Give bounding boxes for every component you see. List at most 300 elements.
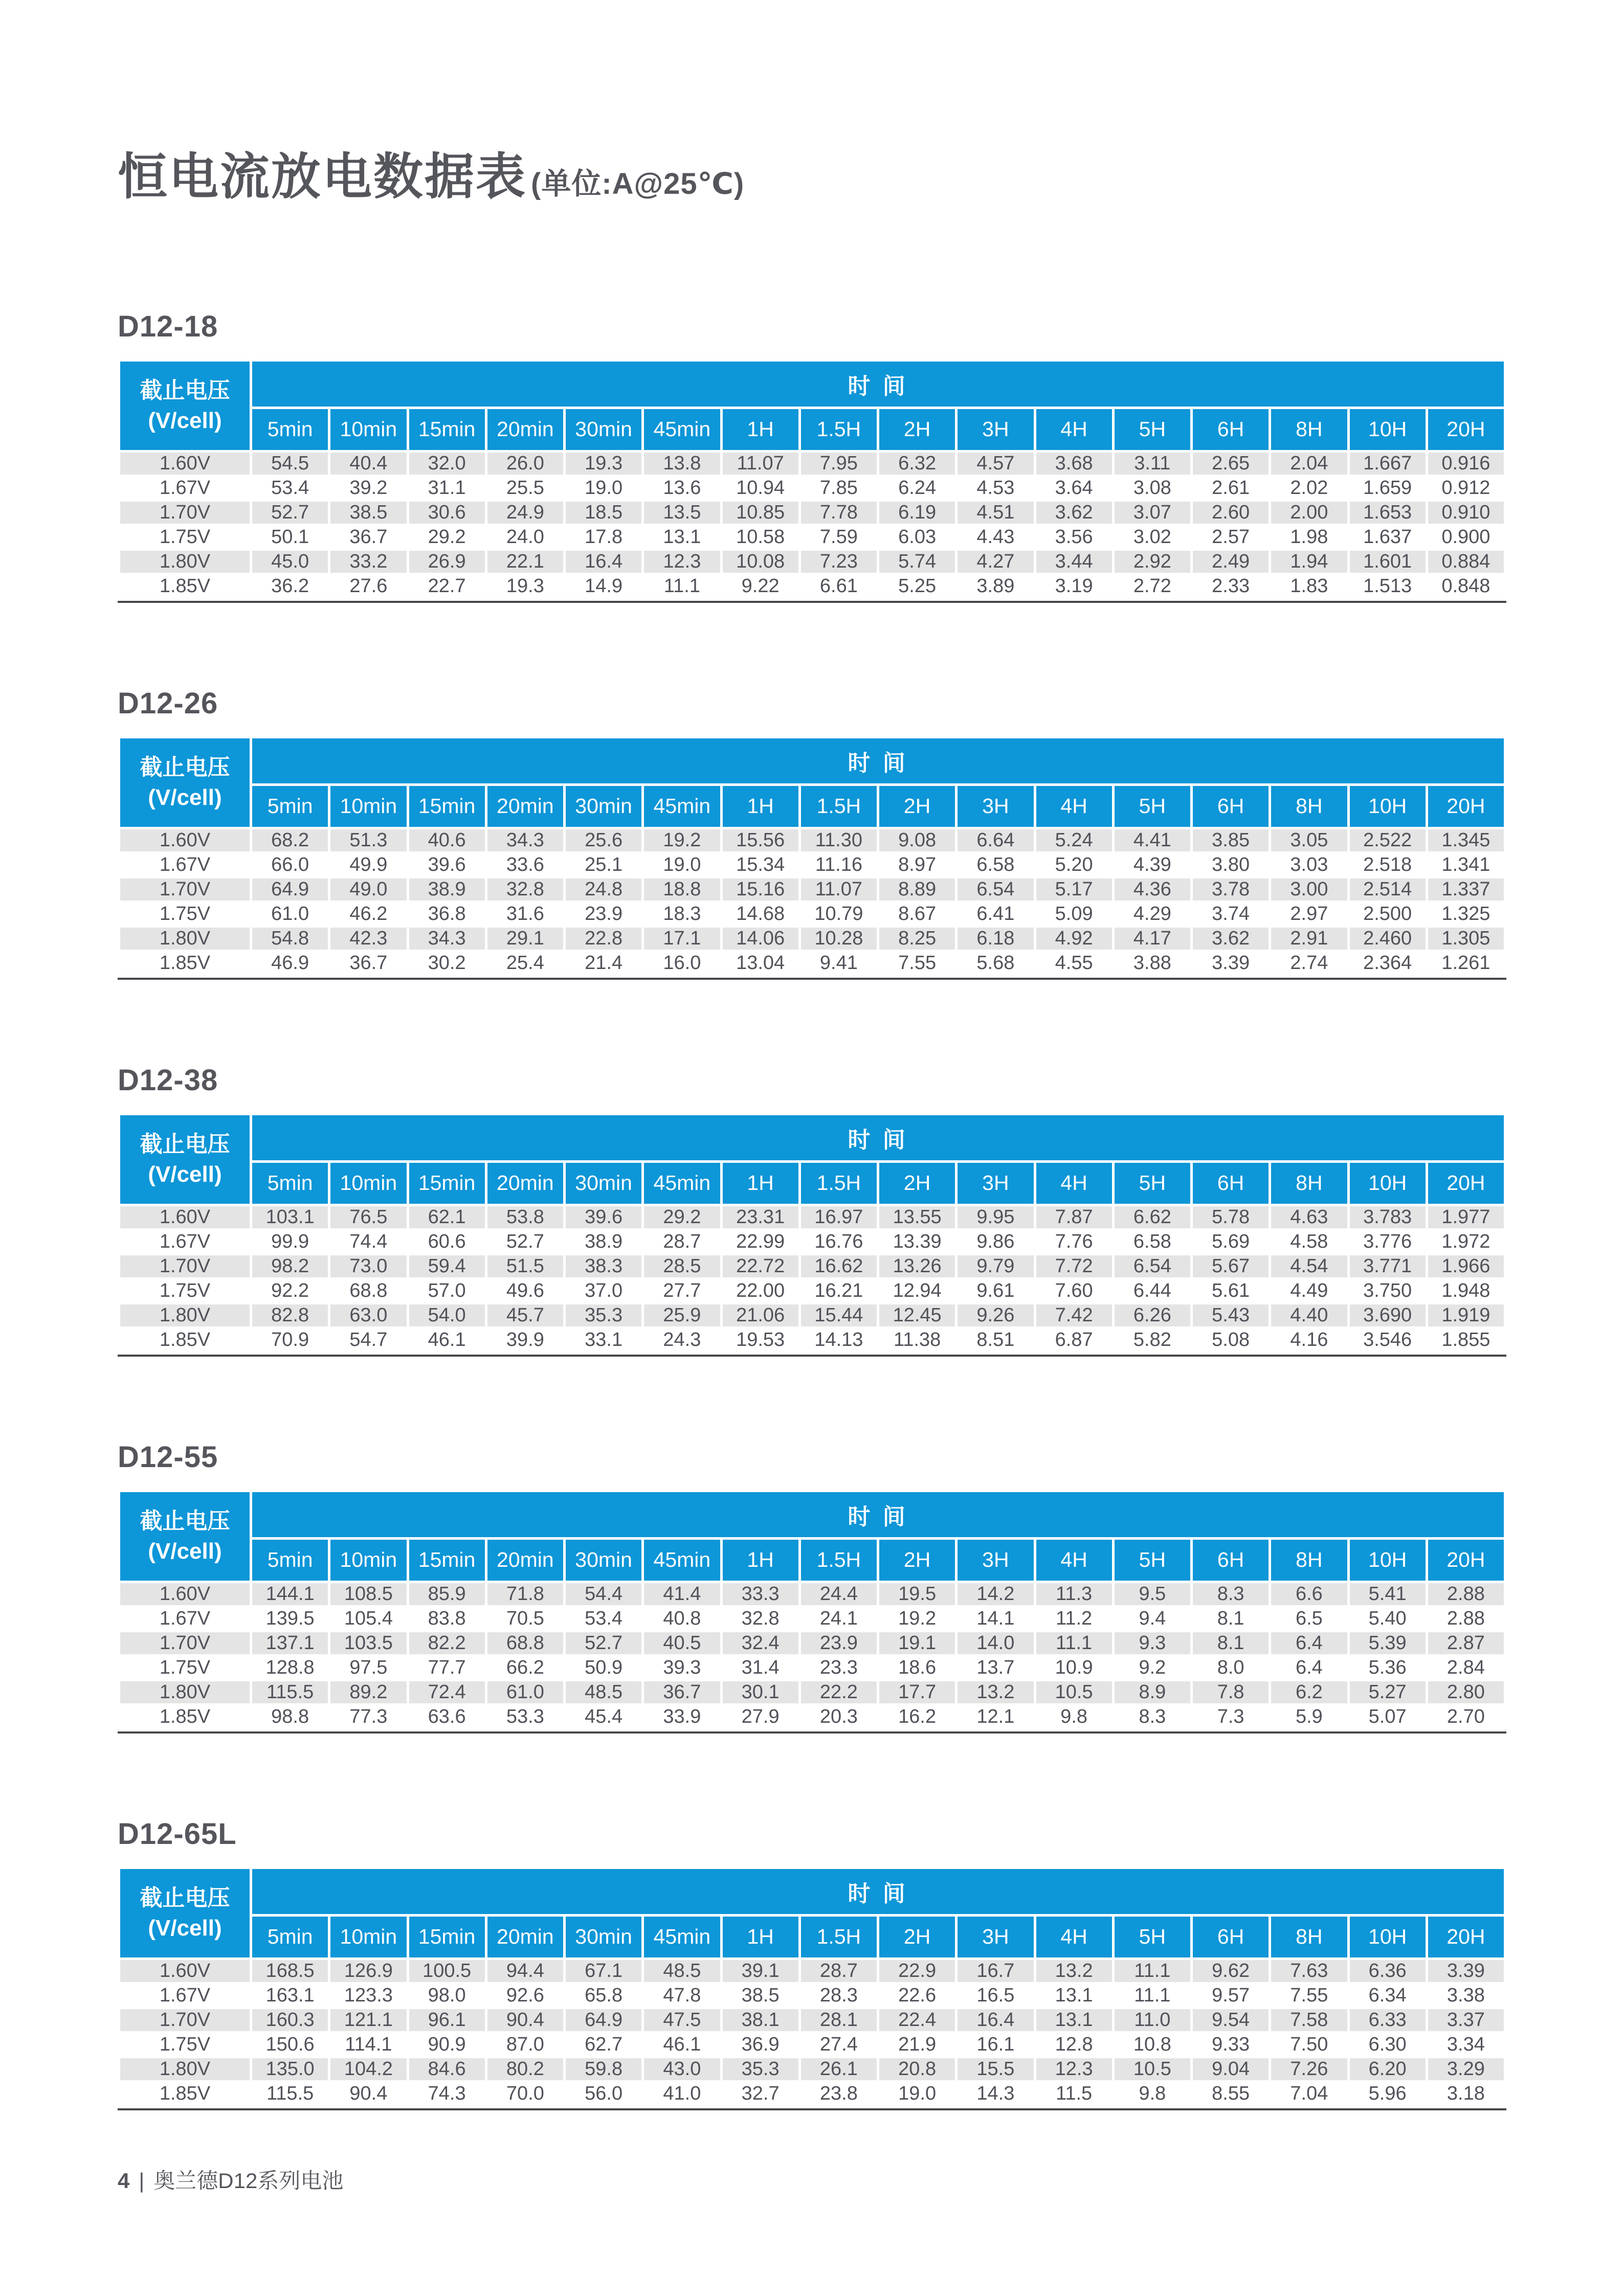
cell-1.67v-1.5h: 11.16 [799, 852, 878, 877]
cell-1.70v-2h: 22.4 [878, 2008, 956, 2032]
discharge-table-d12-26 [118, 736, 1506, 977]
table-bottom-rule [118, 2108, 1506, 2110]
cell-1.60v-3h: 6.64 [956, 828, 1035, 852]
row-header-voltage: 1.75V [119, 525, 251, 549]
column-header-20h: 20H [1427, 784, 1505, 828]
cell-1.85v-3h: 5.68 [956, 951, 1035, 975]
cell-1.85v-5min: 46.9 [251, 951, 329, 975]
cell-1.80v-5h: 6.26 [1113, 1303, 1191, 1327]
cell-1.75v-4h: 3.56 [1035, 525, 1113, 549]
cell-1.75v-20h: 3.34 [1427, 2032, 1505, 2057]
column-header-3h: 3H [956, 1538, 1035, 1582]
row-header-voltage: 1.80V [119, 1680, 251, 1704]
cell-1.67v-5min: 139.5 [251, 1606, 329, 1631]
column-header-15min: 15min [408, 784, 486, 828]
column-header-6h: 6H [1192, 784, 1270, 828]
cell-1.85v-1.5h: 20.3 [799, 1704, 878, 1729]
column-header-2h: 2H [878, 1915, 956, 1959]
column-header-4h: 4H [1035, 1161, 1113, 1205]
cell-1.85v-6h: 5.08 [1192, 1327, 1270, 1352]
cell-1.67v-10min: 105.4 [329, 1606, 408, 1631]
discharge-table-d12-38 [118, 1113, 1506, 1354]
cell-1.80v-4h: 12.3 [1035, 2057, 1113, 2081]
column-header-10h: 10H [1348, 408, 1427, 451]
cell-1.67v-1h: 32.8 [721, 1606, 799, 1631]
column-header-10h: 10H [1348, 1538, 1427, 1582]
cell-1.75v-20h: 2.84 [1427, 1655, 1505, 1680]
cell-1.70v-4h: 7.72 [1035, 1254, 1113, 1278]
cell-1.85v-5min: 98.8 [251, 1704, 329, 1729]
row-header-voltage: 1.70V [119, 500, 251, 525]
cell-1.70v-5min: 137.1 [251, 1631, 329, 1655]
cell-1.70v-45min: 13.5 [643, 500, 721, 525]
cell-1.67v-45min: 28.7 [643, 1229, 721, 1254]
cell-1.85v-6h: 7.3 [1192, 1704, 1270, 1729]
battery-model-title: D12-38 [118, 1063, 218, 1097]
cell-1.70v-2h: 19.1 [878, 1631, 956, 1655]
cell-1.70v-3h: 16.4 [956, 2008, 1035, 2032]
cell-1.75v-15min: 77.7 [408, 1655, 486, 1680]
table-row-1.85v [119, 951, 1505, 975]
cell-1.75v-5h: 9.2 [1113, 1655, 1191, 1680]
cell-1.70v-8h: 3.00 [1270, 877, 1348, 902]
cell-1.85v-8h: 5.9 [1270, 1704, 1348, 1729]
cell-1.70v-10min: 103.5 [329, 1631, 408, 1655]
cell-1.80v-3h: 9.26 [956, 1303, 1035, 1327]
cell-1.80v-5h: 4.17 [1113, 926, 1191, 951]
cell-1.60v-10min: 51.3 [329, 828, 408, 852]
cell-1.60v-3h: 9.95 [956, 1205, 1035, 1229]
cell-1.70v-1h: 15.16 [721, 877, 799, 902]
table-row-1.80v [119, 1303, 1505, 1327]
cell-1.70v-5h: 9.3 [1113, 1631, 1191, 1655]
column-header-20h: 20H [1427, 1915, 1505, 1959]
column-header-6h: 6H [1192, 1538, 1270, 1582]
battery-model-title: D12-55 [118, 1440, 218, 1474]
cell-1.60v-4h: 3.68 [1035, 451, 1113, 476]
cell-1.85v-45min: 33.9 [643, 1704, 721, 1729]
cell-1.75v-2h: 21.9 [878, 2032, 956, 2057]
cell-1.60v-2h: 13.55 [878, 1205, 956, 1229]
cell-1.75v-6h: 2.57 [1192, 525, 1270, 549]
column-header-10min: 10min [329, 1161, 408, 1205]
cell-1.60v-30min: 54.4 [565, 1582, 643, 1606]
column-header-8h: 8H [1270, 408, 1348, 451]
cell-1.85v-3h: 8.51 [956, 1327, 1035, 1352]
column-header-30min: 30min [565, 1915, 643, 1959]
cell-1.85v-45min: 11.1 [643, 574, 721, 598]
cell-1.67v-4h: 7.76 [1035, 1229, 1113, 1254]
cell-1.67v-4h: 13.1 [1035, 1983, 1113, 2008]
column-header-20h: 20H [1427, 1538, 1505, 1582]
cell-1.85v-1.5h: 9.41 [799, 951, 878, 975]
cell-1.70v-15min: 30.6 [408, 500, 486, 525]
cell-1.67v-30min: 38.9 [565, 1229, 643, 1254]
table-row-1.67v [119, 1606, 1505, 1631]
cell-1.67v-20min: 33.6 [486, 852, 564, 877]
cell-1.70v-5h: 4.36 [1113, 877, 1191, 902]
cell-1.80v-10h: 3.690 [1348, 1303, 1427, 1327]
cell-1.67v-8h: 3.03 [1270, 852, 1348, 877]
cell-1.67v-6h: 9.57 [1192, 1983, 1270, 2008]
cell-1.60v-20h: 2.88 [1427, 1582, 1505, 1606]
cell-1.75v-1.5h: 7.59 [799, 525, 878, 549]
battery-model-title: D12-26 [118, 686, 218, 720]
column-header-4h: 4H [1035, 1538, 1113, 1582]
cell-1.60v-4h: 5.24 [1035, 828, 1113, 852]
cell-1.85v-5min: 36.2 [251, 574, 329, 598]
cell-1.75v-20min: 87.0 [486, 2032, 564, 2057]
page-title [118, 0, 1506, 206]
cell-1.85v-5min: 70.9 [251, 1327, 329, 1352]
column-header-1h: 1H [721, 1538, 799, 1582]
cell-1.85v-4h: 11.5 [1035, 2081, 1113, 2106]
table-row-1.60v [119, 1959, 1505, 1983]
cell-1.70v-5h: 11.0 [1113, 2008, 1191, 2032]
column-header-2h: 2H [878, 408, 956, 451]
cell-1.80v-15min: 26.9 [408, 549, 486, 574]
cell-1.60v-10h: 6.36 [1348, 1959, 1427, 1983]
cell-1.70v-1.5h: 28.1 [799, 2008, 878, 2032]
cell-1.75v-5min: 61.0 [251, 902, 329, 926]
discharge-table-d12-18 [118, 359, 1506, 600]
column-header-4h: 4H [1035, 784, 1113, 828]
cell-1.75v-45min: 27.7 [643, 1278, 721, 1303]
cell-1.67v-4h: 11.2 [1035, 1606, 1113, 1631]
footer-page-number: 4 [118, 2169, 130, 2193]
cell-1.85v-20h: 3.18 [1427, 2081, 1505, 2106]
cell-1.75v-10min: 97.5 [329, 1655, 408, 1680]
cell-1.67v-45min: 19.0 [643, 852, 721, 877]
cell-1.80v-45min: 36.7 [643, 1680, 721, 1704]
cell-1.67v-3h: 16.5 [956, 1983, 1035, 2008]
cell-1.75v-20h: 0.900 [1427, 525, 1505, 549]
row-header-voltage: 1.67V [119, 476, 251, 500]
cell-1.85v-5min: 115.5 [251, 2081, 329, 2106]
cell-1.60v-5h: 6.62 [1113, 1205, 1191, 1229]
cell-1.60v-5h: 11.1 [1113, 1959, 1191, 1983]
cell-1.60v-15min: 40.6 [408, 828, 486, 852]
column-header-1.5h: 1.5H [799, 408, 878, 451]
cell-1.85v-10h: 5.96 [1348, 2081, 1427, 2106]
column-header-10min: 10min [329, 1915, 408, 1959]
column-header-4h: 4H [1035, 408, 1113, 451]
cell-1.75v-2h: 12.94 [878, 1278, 956, 1303]
cell-1.85v-2h: 11.38 [878, 1327, 956, 1352]
cell-1.67v-20min: 92.6 [486, 1983, 564, 2008]
cell-1.67v-15min: 31.1 [408, 476, 486, 500]
cell-1.80v-15min: 72.4 [408, 1680, 486, 1704]
cell-1.80v-5min: 115.5 [251, 1680, 329, 1704]
cell-1.67v-8h: 6.5 [1270, 1606, 1348, 1631]
cell-1.60v-1h: 23.31 [721, 1205, 799, 1229]
cell-1.60v-10min: 126.9 [329, 1959, 408, 1983]
cell-1.75v-1h: 36.9 [721, 2032, 799, 2057]
cell-1.85v-45min: 16.0 [643, 951, 721, 975]
cell-1.85v-1h: 19.53 [721, 1327, 799, 1352]
column-header-20min: 20min [486, 784, 564, 828]
table-row-1.60v [119, 451, 1505, 476]
cell-1.60v-6h: 2.65 [1192, 451, 1270, 476]
cell-1.67v-5h: 6.58 [1113, 1229, 1191, 1254]
column-header-20min: 20min [486, 408, 564, 451]
cell-1.85v-10h: 5.07 [1348, 1704, 1427, 1729]
cell-1.60v-6h: 5.78 [1192, 1205, 1270, 1229]
cell-1.85v-5h: 8.3 [1113, 1704, 1191, 1729]
cell-1.75v-1h: 31.4 [721, 1655, 799, 1680]
cell-1.60v-10min: 108.5 [329, 1582, 408, 1606]
cell-1.85v-30min: 33.1 [565, 1327, 643, 1352]
column-header-15min: 15min [408, 408, 486, 451]
column-header-5h: 5H [1113, 408, 1191, 451]
cell-1.70v-20min: 32.8 [486, 877, 564, 902]
row-header-voltage: 1.67V [119, 1983, 251, 2008]
column-header-30min: 30min [565, 1161, 643, 1205]
cell-1.80v-1h: 35.3 [721, 2057, 799, 2081]
cell-1.75v-4h: 7.60 [1035, 1278, 1113, 1303]
cell-1.70v-10h: 2.514 [1348, 877, 1427, 902]
cell-1.60v-45min: 48.5 [643, 1959, 721, 1983]
cell-1.75v-6h: 8.0 [1192, 1655, 1270, 1680]
cell-1.80v-4h: 7.42 [1035, 1303, 1113, 1327]
cell-1.60v-1h: 39.1 [721, 1959, 799, 1983]
column-header-45min: 45min [643, 784, 721, 828]
cell-1.85v-5h: 5.82 [1113, 1327, 1191, 1352]
battery-section-d12-55 [118, 1440, 1506, 1734]
cell-1.67v-8h: 2.02 [1270, 476, 1348, 500]
cell-1.60v-10min: 40.4 [329, 451, 408, 476]
cell-1.60v-5min: 168.5 [251, 1959, 329, 1983]
cell-1.85v-3h: 14.3 [956, 2081, 1035, 2106]
cell-1.75v-10min: 114.1 [329, 2032, 408, 2057]
cell-1.75v-4h: 10.9 [1035, 1655, 1113, 1680]
cell-1.80v-15min: 34.3 [408, 926, 486, 951]
cell-1.85v-8h: 2.74 [1270, 951, 1348, 975]
cell-1.80v-10h: 2.460 [1348, 926, 1427, 951]
cell-1.80v-1.5h: 10.28 [799, 926, 878, 951]
cell-1.70v-5min: 64.9 [251, 877, 329, 902]
cell-1.85v-45min: 24.3 [643, 1327, 721, 1352]
table-holder [118, 1113, 1506, 1354]
cell-1.70v-20h: 1.337 [1427, 877, 1505, 902]
cell-1.67v-20h: 1.341 [1427, 852, 1505, 877]
cell-1.67v-3h: 14.1 [956, 1606, 1035, 1631]
cell-1.75v-5min: 150.6 [251, 2032, 329, 2057]
table-holder [118, 359, 1506, 600]
cell-1.70v-1h: 10.85 [721, 500, 799, 525]
cell-1.60v-10h: 2.522 [1348, 828, 1427, 852]
column-header-cutoff-voltage: 截止电压 (V/cell) [119, 1867, 251, 1959]
cell-1.70v-6h: 2.60 [1192, 500, 1270, 525]
cell-1.85v-10min: 90.4 [329, 2081, 408, 2106]
cell-1.85v-1h: 13.04 [721, 951, 799, 975]
cell-1.70v-30min: 18.5 [565, 500, 643, 525]
battery-model-title: D12-65L [118, 1817, 237, 1851]
column-header-15min: 15min [408, 1161, 486, 1205]
table-row-1.75v [119, 2032, 1505, 2057]
cell-1.70v-1.5h: 7.78 [799, 500, 878, 525]
cell-1.70v-8h: 7.58 [1270, 2008, 1348, 2032]
column-header-10min: 10min [329, 1538, 408, 1582]
cell-1.85v-8h: 4.16 [1270, 1327, 1348, 1352]
row-header-voltage: 1.70V [119, 877, 251, 902]
cell-1.85v-2h: 19.0 [878, 2081, 956, 2106]
cell-1.75v-3h: 9.61 [956, 1278, 1035, 1303]
cell-1.80v-10min: 89.2 [329, 1680, 408, 1704]
cell-1.70v-5min: 98.2 [251, 1254, 329, 1278]
cell-1.75v-5min: 92.2 [251, 1278, 329, 1303]
cell-1.80v-1.5h: 15.44 [799, 1303, 878, 1327]
cell-1.60v-15min: 62.1 [408, 1205, 486, 1229]
row-header-voltage: 1.85V [119, 574, 251, 598]
table-bottom-rule [118, 601, 1506, 603]
column-header-1h: 1H [721, 1161, 799, 1205]
cell-1.70v-3h: 9.79 [956, 1254, 1035, 1278]
cell-1.60v-20h: 1.345 [1427, 828, 1505, 852]
cell-1.75v-3h: 4.43 [956, 525, 1035, 549]
cell-1.80v-5h: 2.92 [1113, 549, 1191, 574]
table-row-1.67v [119, 1983, 1505, 2008]
column-header-8h: 8H [1270, 1161, 1348, 1205]
cell-1.85v-10min: 77.3 [329, 1704, 408, 1729]
cell-1.67v-45min: 47.8 [643, 1983, 721, 2008]
table-row-1.85v [119, 2081, 1505, 2106]
column-header-2h: 2H [878, 1161, 956, 1205]
cell-1.60v-4h: 7.87 [1035, 1205, 1113, 1229]
cell-1.60v-1.5h: 7.95 [799, 451, 878, 476]
cell-1.67v-6h: 3.80 [1192, 852, 1270, 877]
cell-1.80v-10min: 63.0 [329, 1303, 408, 1327]
table-row-1.70v [119, 1254, 1505, 1278]
cell-1.60v-10h: 1.667 [1348, 451, 1427, 476]
cell-1.75v-45min: 18.3 [643, 902, 721, 926]
cell-1.80v-3h: 6.18 [956, 926, 1035, 951]
cell-1.85v-10h: 1.513 [1348, 574, 1427, 598]
cell-1.70v-4h: 13.1 [1035, 2008, 1113, 2032]
column-header-2h: 2H [878, 784, 956, 828]
cell-1.67v-6h: 2.61 [1192, 476, 1270, 500]
cell-1.85v-45min: 41.0 [643, 2081, 721, 2106]
cell-1.70v-10h: 1.653 [1348, 500, 1427, 525]
cell-1.80v-5h: 10.5 [1113, 2057, 1191, 2081]
cell-1.67v-5min: 53.4 [251, 476, 329, 500]
cell-1.80v-20h: 1.919 [1427, 1303, 1505, 1327]
cell-1.67v-10min: 49.9 [329, 852, 408, 877]
table-row-1.85v [119, 1704, 1505, 1729]
column-header-1.5h: 1.5H [799, 1538, 878, 1582]
cell-1.80v-3h: 15.5 [956, 2057, 1035, 2081]
row-header-voltage: 1.67V [119, 1229, 251, 1254]
cell-1.70v-20min: 24.9 [486, 500, 564, 525]
cell-1.60v-8h: 7.63 [1270, 1959, 1348, 1983]
cell-1.70v-6h: 5.67 [1192, 1254, 1270, 1278]
cell-1.67v-4h: 3.64 [1035, 476, 1113, 500]
row-header-voltage: 1.75V [119, 902, 251, 926]
cell-1.67v-10h: 5.40 [1348, 1606, 1427, 1631]
cell-1.80v-8h: 1.94 [1270, 549, 1348, 574]
footer-separator: | [139, 2169, 145, 2193]
cell-1.85v-15min: 22.7 [408, 574, 486, 598]
cell-1.75v-10min: 46.2 [329, 902, 408, 926]
column-header-45min: 45min [643, 1161, 721, 1205]
cell-1.75v-10h: 6.30 [1348, 2032, 1427, 2057]
cell-1.70v-5h: 6.54 [1113, 1254, 1191, 1278]
cell-1.67v-10min: 39.2 [329, 476, 408, 500]
row-header-voltage: 1.70V [119, 1631, 251, 1655]
table-row-1.60v [119, 1205, 1505, 1229]
row-header-voltage: 1.60V [119, 1205, 251, 1229]
table-row-1.70v [119, 500, 1505, 525]
table-row-1.80v [119, 2057, 1505, 2081]
cell-1.70v-45min: 18.8 [643, 877, 721, 902]
cell-1.67v-1h: 15.34 [721, 852, 799, 877]
cell-1.80v-1h: 14.06 [721, 926, 799, 951]
cell-1.85v-4h: 4.55 [1035, 951, 1113, 975]
column-header-5min: 5min [251, 784, 329, 828]
cell-1.80v-10h: 6.20 [1348, 2057, 1427, 2081]
cell-1.80v-5min: 54.8 [251, 926, 329, 951]
cell-1.60v-45min: 29.2 [643, 1205, 721, 1229]
cell-1.60v-20min: 71.8 [486, 1582, 564, 1606]
cell-1.80v-2h: 17.7 [878, 1680, 956, 1704]
column-header-time-group: 时 间 [251, 360, 1505, 408]
row-header-voltage: 1.60V [119, 1959, 251, 1983]
cell-1.67v-20min: 52.7 [486, 1229, 564, 1254]
table-row-1.60v [119, 1582, 1505, 1606]
cell-1.75v-20min: 49.6 [486, 1278, 564, 1303]
cell-1.85v-2h: 16.2 [878, 1704, 956, 1729]
cell-1.70v-20min: 68.8 [486, 1631, 564, 1655]
cell-1.67v-30min: 65.8 [565, 1983, 643, 2008]
cell-1.60v-5h: 9.5 [1113, 1582, 1191, 1606]
cell-1.85v-20min: 53.3 [486, 1704, 564, 1729]
cell-1.80v-4h: 10.5 [1035, 1680, 1113, 1704]
cell-1.70v-45min: 40.5 [643, 1631, 721, 1655]
cell-1.75v-5h: 4.29 [1113, 902, 1191, 926]
table-row-1.70v [119, 877, 1505, 902]
cell-1.80v-30min: 59.8 [565, 2057, 643, 2081]
cell-1.70v-5min: 160.3 [251, 2008, 329, 2032]
cell-1.75v-20min: 66.2 [486, 1655, 564, 1680]
column-header-1.5h: 1.5H [799, 1161, 878, 1205]
cell-1.80v-1h: 21.06 [721, 1303, 799, 1327]
cell-1.75v-15min: 90.9 [408, 2032, 486, 2057]
cell-1.75v-20min: 24.0 [486, 525, 564, 549]
cell-1.75v-30min: 62.7 [565, 2032, 643, 2057]
cell-1.67v-15min: 83.8 [408, 1606, 486, 1631]
column-header-20h: 20H [1427, 1161, 1505, 1205]
cell-1.80v-2h: 8.25 [878, 926, 956, 951]
cell-1.67v-20h: 3.38 [1427, 1983, 1505, 2008]
column-header-5h: 5H [1113, 784, 1191, 828]
column-header-5min: 5min [251, 1915, 329, 1959]
column-header-20min: 20min [486, 1161, 564, 1205]
cell-1.70v-1h: 22.72 [721, 1254, 799, 1278]
cell-1.70v-15min: 82.2 [408, 1631, 486, 1655]
column-header-3h: 3H [956, 784, 1035, 828]
cell-1.80v-20h: 2.80 [1427, 1680, 1505, 1704]
cell-1.75v-10h: 5.36 [1348, 1655, 1427, 1680]
cell-1.67v-20h: 1.972 [1427, 1229, 1505, 1254]
cell-1.80v-1.5h: 7.23 [799, 549, 878, 574]
cell-1.75v-15min: 36.8 [408, 902, 486, 926]
cell-1.60v-1.5h: 11.30 [799, 828, 878, 852]
cell-1.80v-1h: 30.1 [721, 1680, 799, 1704]
cell-1.70v-8h: 2.00 [1270, 500, 1348, 525]
cell-1.80v-1.5h: 26.1 [799, 2057, 878, 2081]
cell-1.80v-30min: 22.8 [565, 926, 643, 951]
cell-1.67v-2h: 19.2 [878, 1606, 956, 1631]
